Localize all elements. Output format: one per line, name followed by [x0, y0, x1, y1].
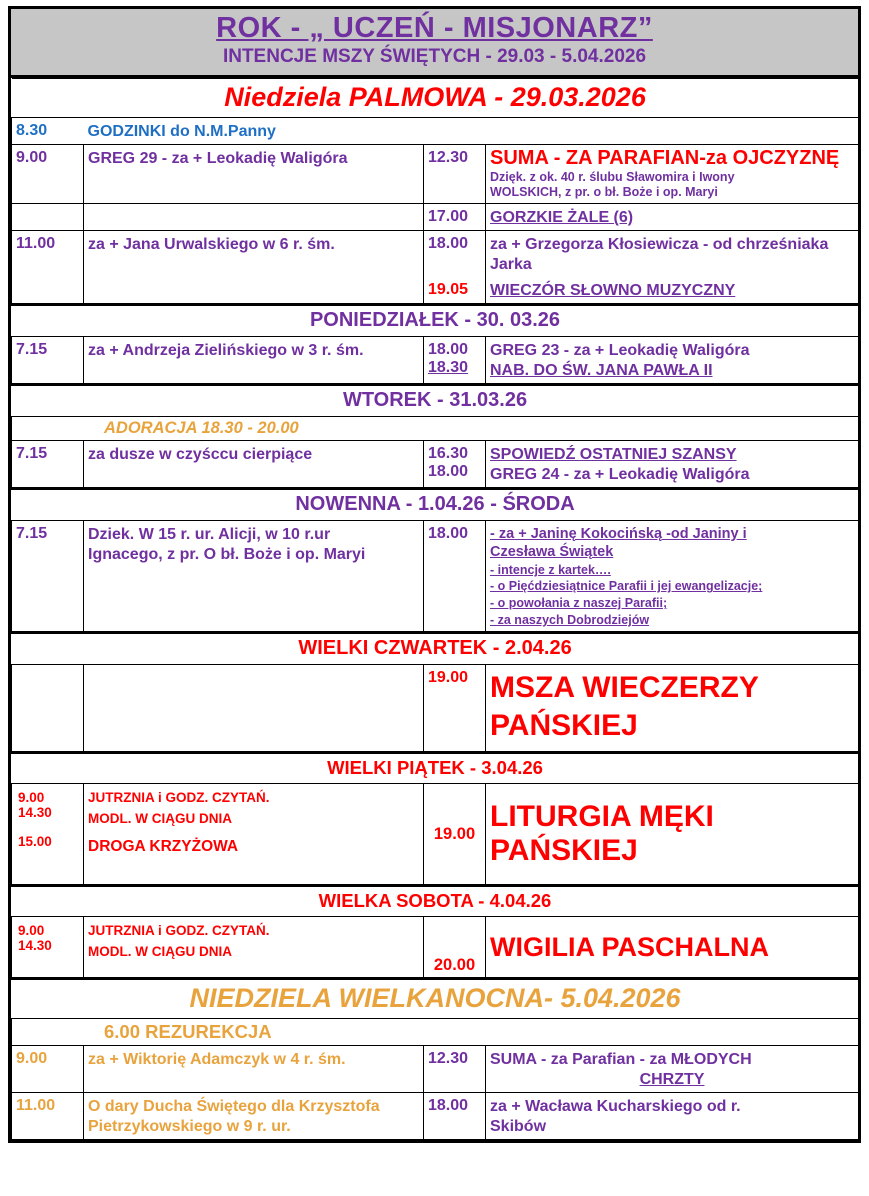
- table-row: [12, 665, 859, 753]
- left-time: 9.00: [12, 1046, 84, 1093]
- right-text-1: LITURGIA MĘKI: [490, 800, 714, 834]
- left-intention: za + Andrzeja Zielińskiego w 3 r. śm.: [84, 336, 424, 384]
- table-row: [12, 1046, 859, 1093]
- section-band-holy-saturday: [12, 886, 859, 917]
- section-band-easter: [12, 979, 859, 1019]
- band-label: PONIEDZIAŁEK - 30. 03.26: [12, 304, 859, 336]
- list-item: - za naszych Dobrodziejów: [490, 612, 650, 627]
- table-row: [12, 203, 859, 230]
- table-row: [12, 1093, 859, 1140]
- left-time-2: 14.30: [18, 805, 52, 821]
- row-rezurekcja: [12, 1019, 859, 1046]
- left-intention: [84, 665, 424, 753]
- right-text-2: Skibów: [490, 1118, 547, 1136]
- left-time: [12, 784, 84, 886]
- intention-list: [490, 563, 854, 629]
- table-row: [12, 336, 859, 384]
- left-time: [12, 917, 84, 979]
- right-intention: [486, 1093, 859, 1140]
- right-text-1: - za + Janinę Kokocińską -od Janiny i: [490, 525, 747, 542]
- right-time: [424, 440, 486, 488]
- left-text-1: Dziek. W 15 r. ur. Alicji, w 10 r.ur: [88, 525, 331, 543]
- suma-sub-1: Dzięk. z ok. 40 r. ślubu Sławomira i Iwony: [490, 170, 735, 185]
- left-intention: [84, 1093, 424, 1140]
- right-text-2: GREG 24 - za + Leokadię Waligóra: [490, 465, 750, 483]
- right-time-1: 18.00: [428, 340, 469, 358]
- section-band-wednesday: [12, 488, 859, 520]
- right-time: 18.00: [424, 520, 486, 633]
- mass-intentions-sheet: [8, 6, 861, 1143]
- band-label: WIELKI CZWARTEK - 2.04.26: [12, 633, 859, 665]
- list-item: - intencje z kartek….: [490, 562, 611, 577]
- section-band-monday: [12, 304, 859, 336]
- right-intention: GORZKIE ŻALE (6): [486, 203, 859, 230]
- suma-sub-2: WOLSKICH, z pr. o bł. Boże i op. Maryi: [490, 185, 718, 200]
- adoracja-note: ADORACJA 18.30 - 20.00: [12, 416, 859, 440]
- page-subtitle: INTENCJE MSZY ŚWIĘTYCH - 29.03 - 5.04.2026: [222, 46, 647, 68]
- section-band-holy-thursday: [12, 633, 859, 665]
- left-intention: za + Wiktorię Adamczyk w 4 r. śm.: [84, 1046, 424, 1093]
- row-adoracja: [12, 416, 859, 440]
- section-band-good-friday: [12, 753, 859, 784]
- band-label: WIELKA SOBOTA - 4.04.26: [12, 886, 859, 917]
- left-intention: [84, 520, 424, 633]
- left-time: 7.15: [12, 336, 84, 384]
- band-label: Niedziela PALMOWA - 29.03.2026: [12, 79, 859, 118]
- right-time-2: 18.30: [428, 358, 469, 376]
- left-text-2: MODL. W CIĄGU DNIA: [88, 811, 232, 827]
- left-intention: GREG 29 - za + Leokadię Waligóra: [84, 145, 424, 204]
- table-row: [12, 230, 859, 277]
- right-intention: [486, 440, 859, 488]
- left-intention: [84, 203, 424, 230]
- rezurekcja-text: REZUREKCJA: [145, 1021, 272, 1043]
- left-time: [12, 203, 84, 230]
- right-time: 19.05: [424, 277, 486, 305]
- godzinki-text: GODZINKI do N.M.Panny: [84, 118, 859, 145]
- table-row: [12, 520, 859, 633]
- right-intention: za + Grzegorza Kłosiewicza - od chrześniaka Jarka: [486, 230, 859, 277]
- right-text-1: GREG 23 - za + Leokadię Waligóra: [490, 341, 750, 359]
- left-time: 7.15: [12, 520, 84, 633]
- right-time: 18.00: [424, 1093, 486, 1140]
- rezurekcja-note: [12, 1019, 859, 1046]
- suma-label: SUMA - ZA PARAFIAN-za OJCZYZNĘ: [490, 147, 840, 170]
- right-time: 19.00: [424, 784, 486, 886]
- right-intention: [486, 520, 859, 633]
- right-text-2: PAŃSKIEJ: [490, 834, 638, 868]
- section-band-tuesday: [12, 384, 859, 416]
- row-godzinki: [12, 118, 859, 145]
- right-time: 19.00: [424, 665, 486, 753]
- right-intention: WIECZÓR SŁOWNO MUZYCZNY: [486, 277, 859, 305]
- left-intention: [84, 917, 424, 979]
- rezurekcja-time: 6.00: [104, 1021, 141, 1043]
- godzinki-time: 8.30: [12, 118, 84, 145]
- left-intention: za dusze w czyśccu cierpiące: [84, 440, 424, 488]
- right-time: 12.30: [424, 1046, 486, 1093]
- page-title: ROK - „ UCZEŃ - MISJONARZ”: [216, 12, 653, 44]
- table-row: [12, 145, 859, 204]
- right-intention: [486, 1046, 859, 1093]
- right-text-2: PAŃSKIEJ: [490, 708, 638, 742]
- left-text-3: DROGA KRZYŻOWA: [88, 838, 239, 856]
- right-time-1: 16.30: [428, 444, 469, 462]
- band-label: NOWENNA - 1.04.26 - ŚRODA: [12, 488, 859, 520]
- right-text-1: za + Wacława Kucharskiego od r.: [490, 1098, 741, 1116]
- right-text-2: Czesława Świątek: [490, 543, 614, 560]
- left-time-3: 15.00: [18, 834, 52, 850]
- left-intention: za + Jana Urwalskiego w 6 r. śm.: [84, 230, 424, 304]
- left-time-1: 9.00: [18, 923, 45, 939]
- right-time: 17.00: [424, 203, 486, 230]
- left-text-1: JUTRZNIA i GODZ. CZYTAŃ.: [88, 923, 270, 939]
- left-time: 11.00: [12, 230, 84, 304]
- right-text-1: SPOWIEDŹ OSTATNIEJ SZANSY: [490, 445, 737, 463]
- left-time: 7.15: [12, 440, 84, 488]
- right-text-1: SUMA - za Parafian - za MŁODYCH: [490, 1051, 752, 1069]
- right-time: 12.30: [424, 145, 486, 204]
- right-time: 18.00: [424, 230, 486, 277]
- right-intention: [486, 145, 859, 204]
- left-time-2: 14.30: [18, 938, 52, 954]
- left-time: [12, 665, 84, 753]
- table-row: [12, 784, 859, 886]
- document-header: [11, 9, 858, 78]
- left-text-1: O dary Ducha Świętego dla Krzysztofa: [88, 1098, 380, 1116]
- right-time-2: 18.00: [428, 462, 469, 480]
- right-intention: [486, 665, 859, 753]
- list-item: - o powołania z naszej Parafii;: [490, 596, 668, 611]
- right-intention: [486, 784, 859, 886]
- section-band-palm-sunday: [12, 79, 859, 118]
- left-time-1: 9.00: [18, 790, 45, 806]
- right-text-2: CHRZTY: [639, 1071, 705, 1089]
- table-row: [12, 917, 859, 979]
- table-row: [12, 440, 859, 488]
- band-label: WIELKI PIĄTEK - 3.04.26: [12, 753, 859, 784]
- right-time: [424, 336, 486, 384]
- right-text-2: NAB. DO ŚW. JANA PAWŁA II: [490, 361, 713, 379]
- schedule-table: [11, 78, 859, 1140]
- left-time: 11.00: [12, 1093, 84, 1140]
- band-label: NIEDZIELA WIELKANOCNA- 5.04.2026: [12, 979, 859, 1019]
- band-label: WTOREK - 31.03.26: [12, 384, 859, 416]
- left-intention: [84, 784, 424, 886]
- left-time: 9.00: [12, 145, 84, 204]
- left-text-2: MODL. W CIĄGU DNIA: [88, 944, 232, 960]
- list-item: - o Pięćdziesiątnice Parafii i jej ewangelizacje;: [490, 579, 763, 594]
- left-text-2: Pietrzykowskiego w 9 r. ur.: [88, 1118, 291, 1136]
- left-text-2: Ignacego, z pr. O bł. Boże i op. Maryi: [88, 545, 366, 563]
- right-time: 20.00: [424, 917, 486, 979]
- right-intention: [486, 336, 859, 384]
- left-text-1: JUTRZNIA i GODZ. CZYTAŃ.: [88, 790, 270, 806]
- right-intention: WIGILIA PASCHALNA: [486, 917, 859, 979]
- right-text-1: MSZA WIECZERZY: [490, 671, 759, 705]
